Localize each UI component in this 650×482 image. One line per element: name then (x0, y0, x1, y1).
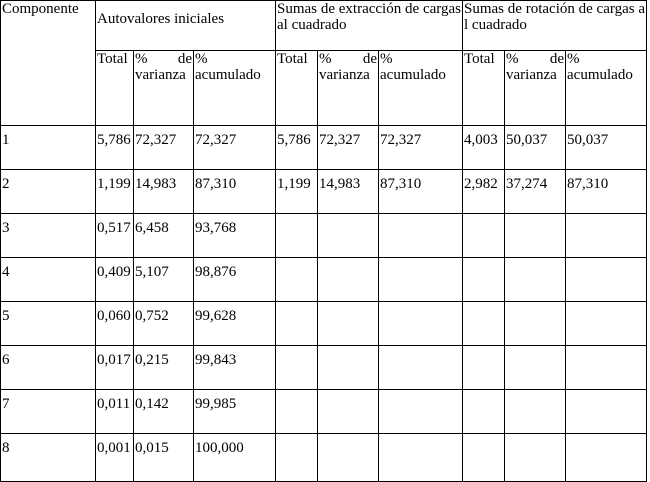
rotation-total-cell (463, 214, 505, 258)
rotation-total-cell: 4,003 (463, 126, 505, 170)
de-word: de (177, 51, 192, 67)
rotation-pct-variance-cell (505, 346, 566, 390)
initial-pct-variance-cell: 0,215 (134, 346, 194, 390)
extraction-total-cell: 5,786 (276, 126, 318, 170)
rotation-pct-variance-cell (505, 258, 566, 302)
header-row-groups (1, 1, 647, 51)
rotation-pct-accumulated-cell (566, 390, 647, 434)
header-row-columns (1, 51, 647, 126)
extraction-pct-variance-cell (318, 390, 379, 434)
data-rows (1, 126, 647, 482)
extraction-pct-variance-cell (318, 258, 379, 302)
component-cell: 7 (1, 390, 96, 434)
rotation-total-cell (463, 434, 505, 482)
extraction-pct-accumulated-cell (379, 258, 463, 302)
pct-symbol: % (319, 51, 332, 67)
initial-total-cell: 0,409 (96, 258, 134, 302)
rotation-pct-accumulated-cell (566, 214, 647, 258)
rotation-total-cell (463, 258, 505, 302)
rotation-total-cell (463, 302, 505, 346)
table-row (1, 258, 647, 302)
extraction-pct-accumulated-cell: 87,310 (379, 170, 463, 214)
extraction-pct-variance-cell (318, 434, 379, 482)
extraction-total-cell (276, 434, 318, 482)
de-word: de (549, 51, 565, 67)
initial-pct-variance-cell: 0,142 (134, 390, 194, 434)
component-cell: 1 (1, 126, 96, 170)
extraction-pct-variance-cell (318, 214, 379, 258)
rotation-pct-variance-cell (505, 434, 566, 482)
pct-symbol: % (195, 51, 208, 67)
table-row (1, 214, 647, 258)
component-cell: 4 (1, 258, 96, 302)
table-row (1, 346, 647, 390)
initial-total-cell: 0,011 (96, 390, 134, 434)
initial-pct-variance-cell: 0,015 (134, 434, 194, 482)
rotation-pct-accumulated-cell (566, 258, 647, 302)
table-row (1, 434, 647, 482)
extraction-pct-accumulated-cell: 72,327 (379, 126, 463, 170)
rotation-pct-accumulated-cell (566, 302, 647, 346)
initial-total-cell: 0,060 (96, 302, 134, 346)
rotation-pct-accumulated-cell: 87,310 (566, 170, 647, 214)
acumulado-word: acumulado (567, 67, 633, 83)
extraction-pct-accumulated-cell (379, 434, 463, 482)
col-header-pct-variance (318, 51, 379, 126)
col-header-total: Total (276, 51, 318, 126)
de-word: de (362, 51, 378, 67)
varianza-word: varianza (506, 67, 557, 83)
initial-pct-variance-cell: 0,752 (134, 302, 194, 346)
rotation-total-cell (463, 346, 505, 390)
extraction-pct-variance-cell (318, 346, 379, 390)
col-header-pct-accumulated (566, 51, 647, 126)
table-row (1, 302, 647, 346)
extraction-pct-accumulated-cell (379, 346, 463, 390)
col-header-total: Total (96, 51, 134, 126)
extraction-total-cell (276, 346, 318, 390)
pct-symbol: % (506, 51, 519, 67)
pct-symbol: % (380, 51, 393, 67)
rotation-pct-accumulated-cell (566, 434, 647, 482)
rotation-pct-variance-cell: 37,274 (505, 170, 566, 214)
initial-pct-accumulated-cell: 72,327 (194, 126, 276, 170)
extraction-total-cell (276, 258, 318, 302)
initial-pct-accumulated-cell: 99,628 (194, 302, 276, 346)
initial-pct-accumulated-cell: 93,768 (194, 214, 276, 258)
col-header-pct-variance (134, 51, 194, 126)
initial-pct-accumulated-cell: 99,843 (194, 346, 276, 390)
component-cell: 6 (1, 346, 96, 390)
component-cell: 3 (1, 214, 96, 258)
initial-pct-variance-cell: 5,107 (134, 258, 194, 302)
extraction-pct-accumulated-cell (379, 390, 463, 434)
extraction-pct-variance-cell: 14,983 (318, 170, 379, 214)
rotation-pct-variance-cell (505, 302, 566, 346)
extraction-total-cell: 1,199 (276, 170, 318, 214)
initial-pct-accumulated-cell: 98,876 (194, 258, 276, 302)
initial-total-cell: 5,786 (96, 126, 134, 170)
rotation-pct-variance-cell (505, 390, 566, 434)
table-row (1, 126, 647, 170)
acumulado-word: acumulado (380, 67, 446, 83)
rotation-pct-variance-cell (505, 214, 566, 258)
initial-pct-accumulated-cell: 87,310 (194, 170, 276, 214)
initial-pct-accumulated-cell: 99,985 (194, 390, 276, 434)
col-header-total: Total (463, 51, 505, 126)
initial-pct-accumulated-cell: 100,000 (194, 434, 276, 482)
extraction-total-cell (276, 214, 318, 258)
group-header-extraction-sums: Sumas de extracción de cargas al cuadrado (276, 1, 463, 51)
pct-symbol: % (567, 51, 580, 67)
rotation-total-cell: 2,982 (463, 170, 505, 214)
table-body (1, 1, 647, 126)
pct-symbol: % (135, 51, 148, 67)
group-header-rotation-sums: Sumas de rotación de cargas al cuadrado (463, 1, 647, 51)
extraction-total-cell (276, 390, 318, 434)
initial-pct-variance-cell: 72,327 (134, 126, 194, 170)
col-header-pct-accumulated (379, 51, 463, 126)
group-header-initial-eigenvalues: Autovalores iniciales (96, 1, 276, 51)
initial-total-cell: 1,199 (96, 170, 134, 214)
initial-total-cell: 0,517 (96, 214, 134, 258)
col-header-pct-variance (505, 51, 566, 126)
rotation-total-cell (463, 390, 505, 434)
extraction-total-cell (276, 302, 318, 346)
component-cell: 8 (1, 434, 96, 482)
acumulado-word: acumulado (195, 67, 261, 83)
table-row (1, 170, 647, 214)
extraction-pct-variance-cell: 72,327 (318, 126, 379, 170)
rotation-pct-variance-cell: 50,037 (505, 126, 566, 170)
extraction-pct-accumulated-cell (379, 302, 463, 346)
table-row (1, 390, 647, 434)
rotation-pct-accumulated-cell (566, 346, 647, 390)
extraction-pct-accumulated-cell (379, 214, 463, 258)
varianza-word: varianza (319, 67, 370, 83)
initial-total-cell: 0,001 (96, 434, 134, 482)
component-cell: 5 (1, 302, 96, 346)
initial-pct-variance-cell: 6,458 (134, 214, 194, 258)
extraction-pct-variance-cell (318, 302, 379, 346)
rotation-pct-accumulated-cell: 50,037 (566, 126, 647, 170)
component-cell: 2 (1, 170, 96, 214)
varianza-word: varianza (135, 67, 186, 83)
initial-total-cell: 0,017 (96, 346, 134, 390)
col-header-pct-accumulated (194, 51, 276, 126)
component-header: Componente (1, 1, 96, 126)
initial-pct-variance-cell: 14,983 (134, 170, 194, 214)
